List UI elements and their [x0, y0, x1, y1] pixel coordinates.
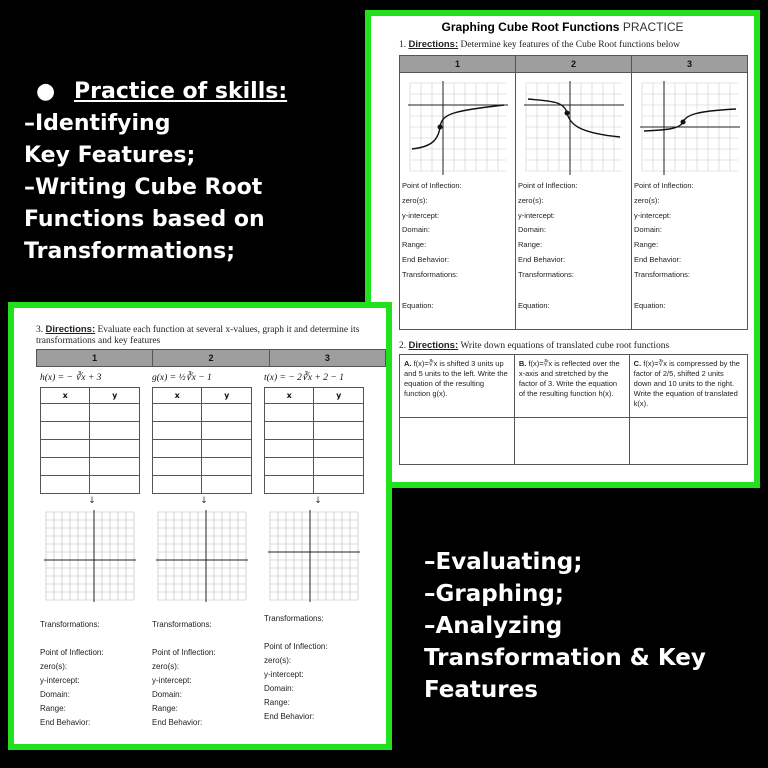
- transformations-label: Transformations:: [40, 620, 100, 629]
- feature-label: Range:: [152, 704, 178, 713]
- table-cell: [90, 440, 140, 458]
- q1-features: [402, 179, 513, 313]
- blank-grid: [266, 508, 362, 604]
- blank-grid: [154, 508, 250, 604]
- q2-directions-text: Write down equations of translated cube root functions: [460, 341, 670, 351]
- feature-label: y-intercept:: [40, 676, 80, 685]
- feature-label: Point of Inflection:: [634, 181, 694, 190]
- table-cell: [90, 422, 140, 440]
- q2-item-c: [629, 355, 747, 418]
- table-cell: [153, 404, 202, 422]
- promo-line: Key Features;: [24, 143, 196, 168]
- feature-label: Point of Inflection:: [152, 648, 216, 657]
- q1-features: [634, 179, 745, 313]
- q2-directions: [399, 340, 754, 352]
- transformations-label: Transformations:: [264, 614, 324, 623]
- feature-label: zero(s):: [634, 195, 660, 205]
- feature-label: zero(s):: [40, 662, 68, 671]
- worksheet-title: [371, 20, 754, 34]
- q3-directions-text: Evaluate each function at several x-values, graph it and determine its transformations and key features: [36, 325, 360, 346]
- feature-label: End Behavior:: [152, 718, 203, 727]
- function-expression: h(x) = − ∛x + 3: [40, 373, 102, 383]
- promo-line: –Graphing;: [424, 581, 564, 607]
- column-header: 3: [269, 350, 385, 367]
- cube-root-graph-3: [636, 77, 744, 179]
- function-expression: g(x) = ½∛x − 1: [152, 373, 212, 383]
- feature-label: Transformations:: [634, 269, 690, 279]
- promo-line: –Evaluating;: [424, 549, 583, 575]
- table-cell: [265, 476, 314, 494]
- q3-features: [260, 640, 376, 724]
- feature-label: Domain:: [518, 225, 546, 235]
- table-cell: [153, 476, 202, 494]
- q1-directions-text: Determine key features of the Cube Root functions below: [460, 40, 680, 50]
- down-arrow-icon: ↓: [314, 496, 322, 506]
- feature-label: Point of Inflection:: [40, 648, 104, 657]
- item-text: f(x)=∛x is compressed by the factor of 2/5, shifted 2 units down and 10 units to the right. Write the equation of translated k(x).: [633, 359, 740, 408]
- table-cell: [90, 476, 140, 494]
- feature-label: zero(s):: [152, 662, 180, 671]
- item-text: f(x)=∛x is reflected over the x-axis and stretched by the factor of 3. Write the equation of the resulting function h(x).: [518, 359, 620, 398]
- q2-item-b: [514, 355, 629, 418]
- function-expression: t(x) = − 2∛x + 2 − 1: [264, 373, 344, 383]
- feature-label: End Behavior:: [518, 254, 566, 264]
- bullet-icon: ●: [36, 79, 56, 104]
- worksheet-preview-evaluate: [8, 302, 392, 750]
- feature-label: y-intercept:: [634, 210, 672, 220]
- table-cell: [153, 458, 202, 476]
- table-cell: [265, 440, 314, 458]
- table-cell: [314, 422, 364, 440]
- q1-cell-1: [400, 73, 516, 330]
- q3-column-1: [36, 367, 148, 730]
- q3-header: [36, 349, 386, 367]
- table-cell: [41, 440, 90, 458]
- column-header: 3: [632, 56, 748, 73]
- x-header: x: [153, 388, 202, 404]
- y-header: y: [314, 388, 364, 404]
- feature-label: Domain:: [634, 225, 662, 235]
- table-cell: [90, 458, 140, 476]
- title-bold: Graphing Cube Root Functions: [441, 20, 620, 34]
- feature-label: Transformations:: [402, 269, 458, 279]
- feature-label: End Behavior:: [40, 718, 91, 727]
- down-arrow-icon: ↓: [200, 496, 208, 506]
- feature-label: End Behavior:: [402, 254, 450, 264]
- q3-column-2: [148, 367, 260, 730]
- promo-line: Functions based on: [24, 207, 265, 232]
- table-cell: [153, 440, 202, 458]
- q1-table: [399, 55, 748, 330]
- feature-label: Range:: [518, 240, 543, 250]
- table-cell: [202, 440, 252, 458]
- q1-cell-2: [516, 73, 632, 330]
- promo-line: Transformation & Key: [424, 645, 706, 671]
- feature-label: Range:: [264, 698, 290, 707]
- cube-root-graph-1: [404, 77, 512, 179]
- promo-line: –Identifying: [24, 111, 171, 136]
- table-cell: [265, 458, 314, 476]
- item-letter: C.: [633, 359, 642, 368]
- column-header: 1: [37, 350, 153, 367]
- transformations-label: Transformations:: [152, 620, 212, 629]
- feature-label: End Behavior:: [634, 254, 682, 264]
- column-header: 2: [516, 56, 632, 73]
- equation-label: Equation:: [518, 300, 550, 310]
- feature-label: Domain:: [264, 684, 294, 693]
- column-header: 2: [153, 350, 269, 367]
- feature-label: Point of Inflection:: [518, 181, 578, 190]
- table-cell: [41, 476, 90, 494]
- x-header: x: [41, 388, 90, 404]
- feature-label: y-intercept:: [264, 670, 304, 679]
- feature-label: Range:: [40, 704, 66, 713]
- q2-item-a: [400, 355, 515, 418]
- feature-label: Transformations:: [518, 269, 574, 279]
- answer-cell: [629, 418, 747, 465]
- q1-cell-3: [632, 73, 748, 330]
- feature-label: zero(s):: [402, 195, 428, 205]
- table-cell: [202, 458, 252, 476]
- q1-number: 1.: [399, 40, 407, 50]
- equation-label: Equation:: [402, 300, 434, 310]
- item-letter: B.: [518, 359, 527, 368]
- promo-line: Features: [424, 677, 538, 703]
- table-cell: [153, 422, 202, 440]
- q3-column-3: [260, 367, 376, 730]
- promo-text-top: [24, 76, 344, 268]
- feature-label: zero(s):: [264, 656, 292, 665]
- q2-number: 2.: [399, 341, 407, 351]
- item-letter: A.: [404, 359, 412, 368]
- y-header: y: [90, 388, 140, 404]
- column-header: 1: [400, 56, 516, 73]
- q1-directions-label: Directions:: [408, 39, 459, 50]
- table-cell: [41, 422, 90, 440]
- table-cell: [314, 440, 364, 458]
- table-cell: [265, 404, 314, 422]
- feature-label: Domain:: [152, 690, 182, 699]
- table-cell: [314, 476, 364, 494]
- blank-grid: [42, 508, 138, 604]
- table-cell: [314, 404, 364, 422]
- table-cell: [90, 404, 140, 422]
- promo-heading: Practice of skills:: [74, 79, 288, 104]
- xy-table: [40, 387, 140, 494]
- equation-label: Equation:: [634, 300, 666, 310]
- table-cell: [41, 404, 90, 422]
- answer-cell: [514, 418, 629, 465]
- table-cell: [41, 458, 90, 476]
- q3-features: [36, 646, 148, 730]
- q3-directions: [36, 324, 378, 347]
- xy-table: [264, 387, 364, 494]
- feature-label: Range:: [402, 240, 427, 250]
- answer-cell: [400, 418, 515, 465]
- title-light: PRACTICE: [622, 20, 684, 34]
- q1-directions: [399, 39, 754, 51]
- worksheet-preview-practice: [365, 10, 760, 488]
- table-cell: [202, 422, 252, 440]
- feature-label: Range:: [634, 240, 659, 250]
- y-header: y: [202, 388, 252, 404]
- promo-line: Transformations;: [24, 239, 236, 264]
- down-arrow-icon: ↓: [88, 496, 96, 506]
- promo-line: –Writing Cube Root: [24, 175, 263, 200]
- table-cell: [265, 422, 314, 440]
- q3-features: [148, 646, 260, 730]
- promo-text-bottom: [424, 546, 754, 706]
- item-text: f(x)=∛x is shifted 3 units up and 5 units to the left. Write the equation of the resulting function g(x).: [404, 359, 508, 398]
- xy-table: [152, 387, 252, 494]
- table-cell: [314, 458, 364, 476]
- feature-label: Domain:: [402, 225, 430, 235]
- q3-number: 3.: [36, 325, 44, 335]
- q3-directions-label: Directions:: [45, 324, 96, 335]
- q2-directions-label: Directions:: [408, 340, 459, 351]
- q1-features: [518, 179, 629, 313]
- feature-label: zero(s):: [518, 195, 544, 205]
- feature-label: y-intercept:: [402, 210, 440, 220]
- x-header: x: [265, 388, 314, 404]
- promo-heading-line: [24, 76, 344, 108]
- feature-label: Point of Inflection:: [264, 642, 328, 651]
- feature-label: y-intercept:: [152, 676, 192, 685]
- table-cell: [202, 476, 252, 494]
- feature-label: Domain:: [40, 690, 70, 699]
- feature-label: End Behavior:: [264, 712, 315, 721]
- cube-root-graph-2: [520, 77, 628, 179]
- promo-line: –Analyzing: [424, 613, 563, 639]
- table-cell: [202, 404, 252, 422]
- feature-label: y-intercept:: [518, 210, 556, 220]
- q2-table: [399, 354, 748, 465]
- feature-label: Point of Inflection:: [402, 181, 462, 190]
